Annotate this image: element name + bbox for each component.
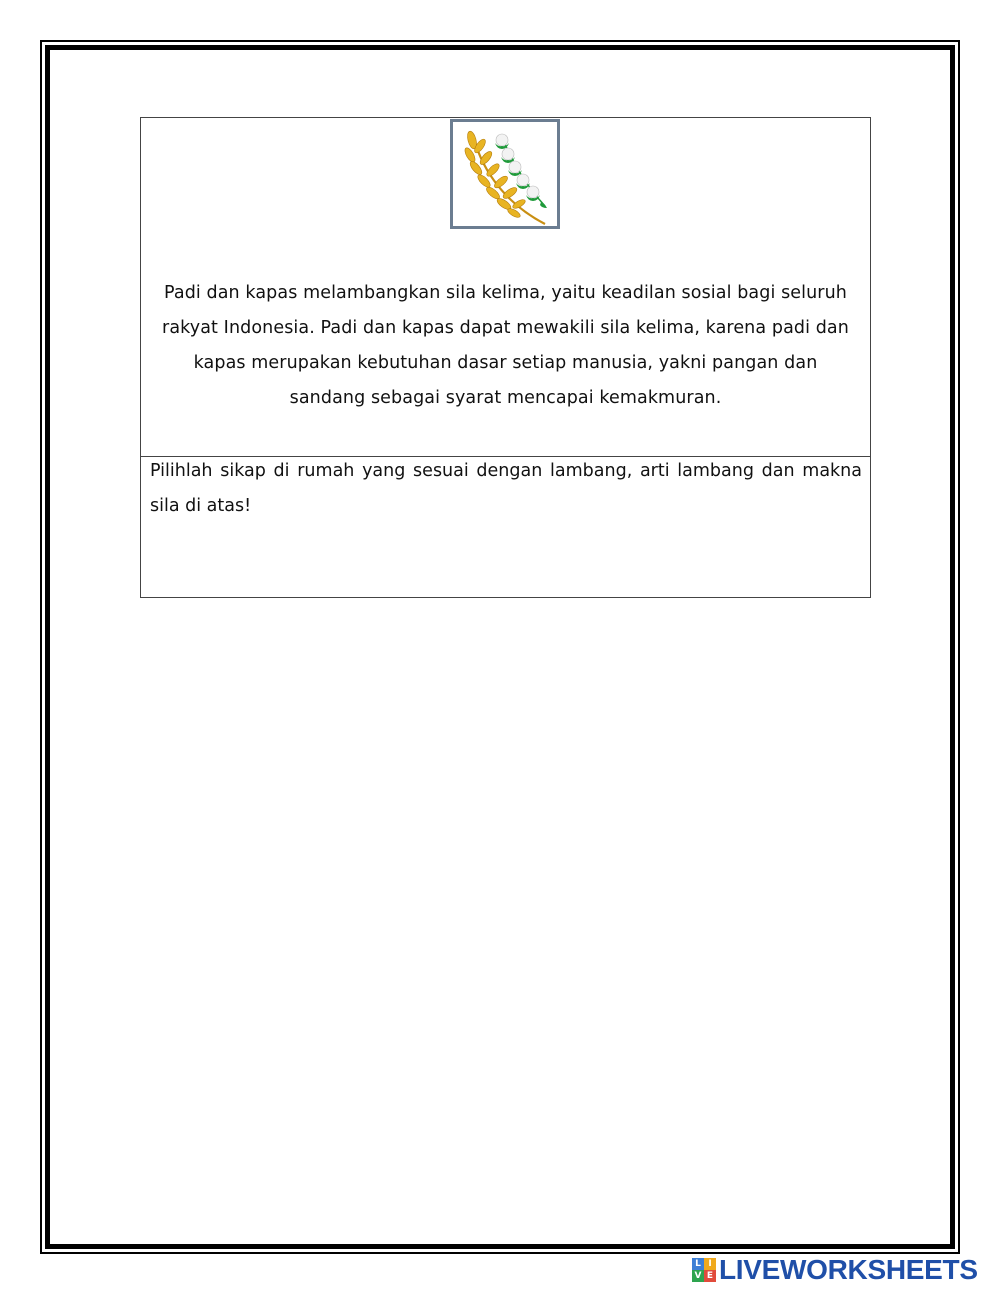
rice-cotton-icon xyxy=(453,122,557,226)
padi-kapas-emblem-icon xyxy=(450,119,560,229)
sila-description: Padi dan kapas melambangkan sila kelima, yaitu keadilan sosial bagi seluruh rakyat Indonesia. Padi dan kapas dapat mewakili sila kelima, karena padi dan kapas merupakan kebutuhan dasar setiap manusia, yakni pangan dan sandang sebagai syarat mencapai kemakmuran. xyxy=(162,283,849,408)
question-prompt: Pilihlah sikap di rumah yang sesuai dengan lambang, arti lambang dan makna sila di atas! xyxy=(150,461,862,516)
emblem-section xyxy=(141,118,870,457)
liveworksheets-logo-icon: L I V E xyxy=(692,1258,716,1282)
liveworksheets-brand xyxy=(692,1256,978,1284)
liveworksheets-wordmark: LIVEWORKSHEETS xyxy=(719,1254,978,1285)
worksheet-card xyxy=(140,117,871,598)
